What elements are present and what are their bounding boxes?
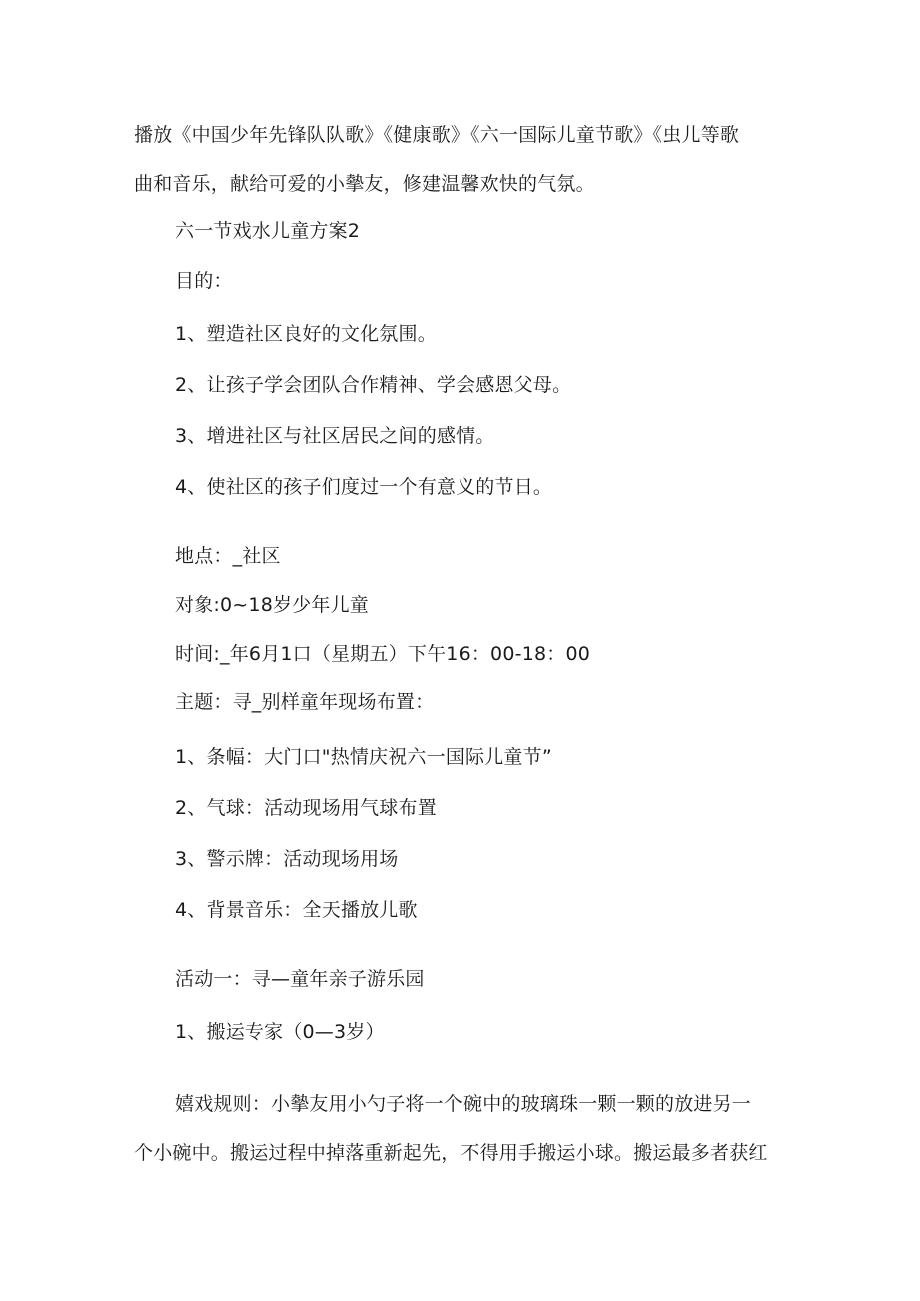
- paragraph-line: 主题：寻_别样童年现场布置：: [175, 691, 435, 713]
- list-item: 1、搬运专家（0—3岁）: [175, 1021, 385, 1043]
- paragraph-line: 目的：: [175, 270, 233, 292]
- list-item: 1、条幅：大门口"热情庆祝六一国际儿童节”: [175, 746, 552, 768]
- paragraph-line: 曲和音乐，献给可爱的小摰友，修建温馨欢快的气氛。: [134, 173, 595, 195]
- paragraph-line: 时间:_年6月1口（星期五）下午16：00-18：00: [175, 643, 591, 665]
- list-item: 4、背景音乐：全天播放儿歌: [175, 899, 418, 921]
- paragraph-line: 播放《中国少年先锋队队歌》《健康歌》《六一国际儿童节歌》《虫儿等歌: [134, 124, 740, 146]
- list-item: 4、使社区的孩子们度过一个有意义的节日。: [175, 476, 553, 498]
- paragraph-line: 对象:0~18岁少年儿童: [175, 594, 369, 616]
- paragraph-line: 地点：_社区: [175, 545, 281, 567]
- list-item: 1、塑造社区良好的文化氛围。: [175, 323, 437, 345]
- list-item: 2、让孩子学会团队合作精神、学会感恩父母。: [175, 374, 572, 396]
- section-heading: 六一节戏水儿童方案2: [175, 220, 361, 242]
- list-item: 3、增进社区与社区居民之间的感情。: [175, 425, 495, 447]
- paragraph-line: 个小碗中。搬运过程中掉落重新起先，不得用手搬运小球。搬运最多者获红: [134, 1142, 768, 1164]
- list-item: 2、气球：活动现场用气球布置: [175, 797, 437, 819]
- section-heading: 活动一：寻—童年亲子游乐园: [175, 968, 425, 990]
- list-item: 3、警示牌：活动现场用场: [175, 848, 399, 870]
- paragraph-line: 嬉戏规则：小摰友用小勺子将一个碗中的玻璃珠一颗一颗的放进另一: [175, 1093, 752, 1115]
